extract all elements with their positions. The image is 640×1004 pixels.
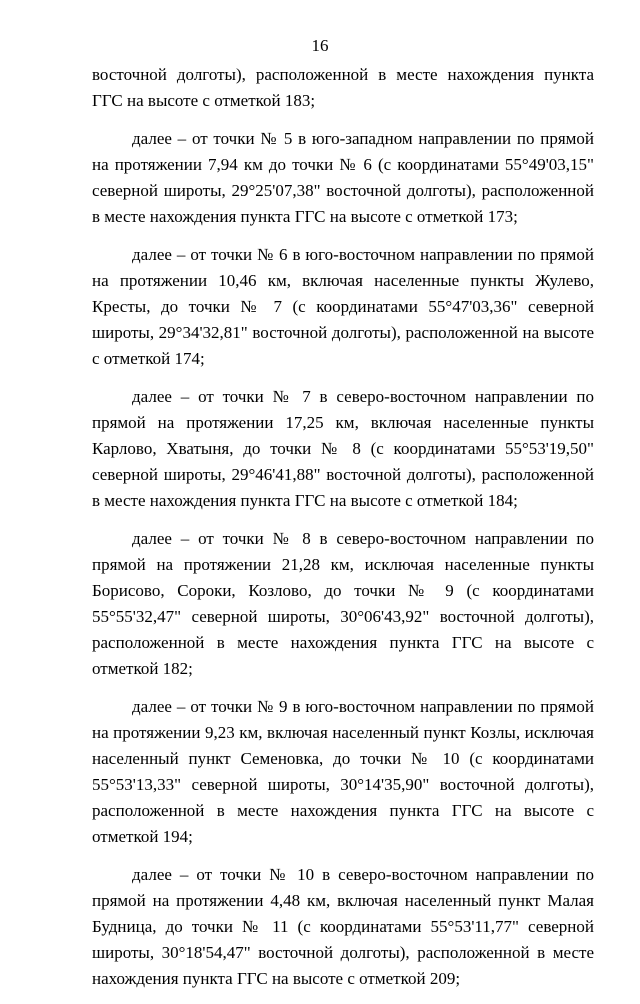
- paragraph-point-8: далее – от точки № 8 в северо-восточном направлении по прямой на протяжении 21,28 км, исключая населенные пункты Борисово, Сороки, Козлово, до точки № 9 (с координатами 55°55'32,47" северной широты, 30°06'43,92" восточной долготы), расположенной в месте нахождения пункта ГГС на высоте с отметкой 182;: [92, 529, 594, 678]
- paragraph-point-9: далее – от точки № 9 в юго-восточном направлении по прямой на протяжении 9,23 км, включая населенный пункт Козлы, исключая населенный пункт Семеновка, до точки № 10 (с координатами 55°53'13,33" северной широты, 30°14'35,90" восточной долготы), расположенной в месте нахождения пункта ГГС на высоте с отметкой 194;: [92, 697, 594, 846]
- paragraph-point-10: далее – от точки № 10 в северо-восточном направлении по прямой на протяжении 4,48 км, включая населенный пункт Малая Будница, до точки № 11 (с координатами 55°53'11,77" северной широты, 30°18'54,47" восточной долготы), расположенной в месте нахождения пункта ГГС на высоте с отметкой 209;: [92, 865, 594, 988]
- paragraph-point-7: далее – от точки № 7 в северо-восточном направлении по прямой на протяжении 17,25 км, включая населенные пункты Карлово, Хватыня, до точки № 8 (с координатами 55°53'19,50" северной широты, 29°46'41,88" восточной долготы), расположенной в месте нахождения пункта ГГС на высоте с отметкой 184;: [92, 387, 594, 510]
- paragraph-continuation: восточной долготы), расположенной в месте нахождения пункта ГГС на высоте с отметкой 183;: [92, 65, 594, 110]
- page-number: 16: [311, 36, 329, 55]
- document-body: [92, 62, 594, 1004]
- paragraph-point-5: далее – от точки № 5 в юго-западном направлении по прямой на протяжении 7,94 км до точки № 6 (с координатами 55°49'03,15" северной широты, 29°25'07,38" восточной долготы), расположенной в месте нахождения пункта ГГС на высоте с отметкой 173;: [92, 129, 594, 226]
- paragraph-point-6: далее – от точки № 6 в юго-восточном направлении по прямой на протяжении 10,46 км, включая населенные пункты Жулево, Кресты, до точки № 7 (с координатами 55°47'03,36" северной широты, 29°34'32,81" восточной долготы), расположенной на высоте с отметкой 174;: [92, 245, 594, 368]
